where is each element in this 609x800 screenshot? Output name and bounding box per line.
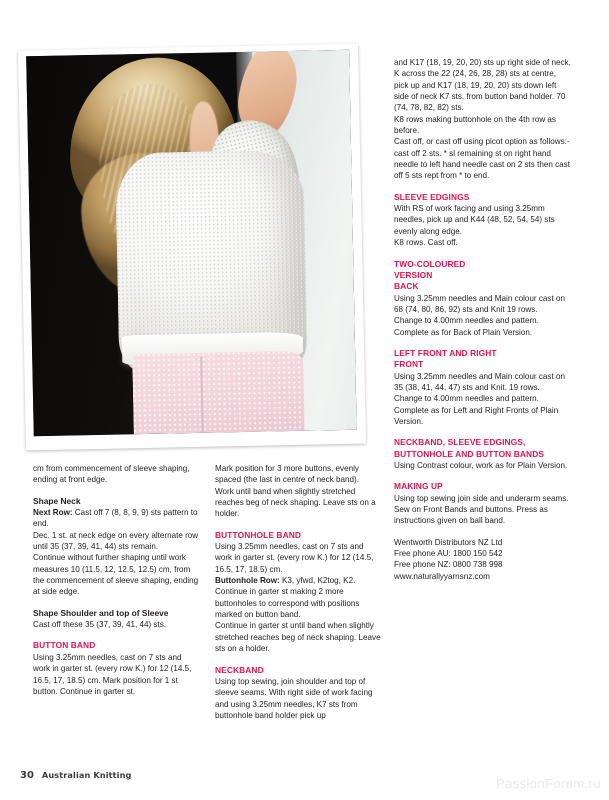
section-heading-continued: FRONT <box>394 359 424 370</box>
instruction-paragraph: With RS of work facing and using 3.25mm needles, pick up and K44 (48, 52, 54, 54) sts evenly along edge. <box>394 204 555 236</box>
section-heading: BUTTON BAND <box>33 640 96 651</box>
watermark: PassionForum.ru <box>496 776 601 791</box>
instruction-paragraph: Using top sewing join side and underarm seams. Sew on Front Bands and buttons. Press as instructions given on ball band. <box>394 493 569 526</box>
photo-pink-skirt <box>132 351 305 436</box>
instruction-paragraph: Change to 4.00mm needles and pattern. <box>394 316 539 326</box>
section-heading: BUTTONHOLE BAND <box>215 529 302 540</box>
section-heading-continued: BACK <box>394 281 419 292</box>
instruction-paragraph: and K17 (18, 19, 20, 20) sts up right side of neck, K across the 22 (24, 26, 28, 28) sts at centre, pick up and K17 (18, 19, 20, 20) sts down left side of neck K7 sts. from button band holder. 70 (74, 78, 82, 82) sts. <box>394 58 571 113</box>
instruction-paragraph: Wentworth Distributors NZ Ltd <box>394 537 503 547</box>
inline-row-label: Next Row: <box>33 508 73 518</box>
folio-page-number: 30 <box>20 770 34 781</box>
page-footer <box>20 770 131 781</box>
instruction-paragraph: Buttonhole Row: K3, yfwd, K2tog, K2. <box>215 576 356 586</box>
section-heading: NECKBAND, SLEEVE EDGINGS, <box>394 437 526 448</box>
subsection-heading: Shape Neck <box>33 495 81 506</box>
paragraph-spacer <box>215 520 382 530</box>
paragraph-spacer <box>394 527 572 537</box>
instruction-paragraph: Using 3.25mm needles and Main colour cast on 68 (74, 80, 86, 92) sts and Knit 19 rows. <box>394 293 565 314</box>
photo-frame <box>18 44 366 451</box>
instruction-paragraph: Free phone AU: 1800 150 542 <box>394 549 503 559</box>
instruction-paragraph: Using 3.25mm needles, cast on 7 sts and work in garter st. (every row K.) for 12 (14.5, 16.5, 17, 18.5) cm. Mark position for 1 st button. Continue in garter st. <box>33 652 192 696</box>
instruction-paragraph: Continue without further shaping until work measures 10 (11.5, 12, 12.5, 12.5) cm, from the commencement of sleeve shaping, ending at side edge. <box>33 553 199 597</box>
instruction-paragraph: Cast off these 35 (37, 39, 41, 44) sts. <box>33 620 167 630</box>
instruction-paragraph: Complete as for Left and Right Fronts of Plain Version. <box>394 405 559 426</box>
instruction-paragraph: K8 rows making buttonhole on the 4th row as before. <box>394 114 556 136</box>
section-heading-continued: BUTTONHOLE AND BUTTON BANDS <box>394 448 545 459</box>
instruction-paragraph: Cast off, or cast off using picot option as follows:- cast off 2 sts. * sl remaining st on right hand needle to left hand needle cast on 2 sts then cast off 5 sts rept from * to end. <box>394 137 570 181</box>
instruction-paragraph: Using 3.25mm needles, cast on 7 sts and work in garter st. (every row K.) for 12 (14.5, 16.5, 17, 18.5) cm. <box>215 542 374 574</box>
paragraph-spacer <box>394 182 572 192</box>
text-column-left <box>33 463 199 697</box>
subsection-heading: Shape Shoulder and top of Sleeve <box>33 607 169 618</box>
instruction-paragraph: Free phone NZ: 0800 738 998 <box>394 560 503 570</box>
paragraph-spacer <box>215 655 382 665</box>
instruction-paragraph: cm from commencement of sleeve shaping, ending at front edge. <box>33 464 190 485</box>
instruction-paragraph: Complete as for Back of Plain Version. <box>394 327 533 337</box>
instruction-paragraph: Work until band when slightly stretched reaches beg of neck shaping. Leave sts on a holder. <box>215 486 376 519</box>
text-column-right <box>394 57 572 582</box>
section-heading: NECKBAND <box>215 664 264 675</box>
pattern-photo <box>22 47 370 457</box>
paragraph-spacer <box>33 486 199 496</box>
photo-image <box>26 50 357 436</box>
instruction-paragraph: Next Row: Cast off 7 (8, 8, 9, 9) sts pattern to end. <box>33 508 198 529</box>
instruction-paragraph: Change to 4.00mm needles and pattern. <box>394 394 539 404</box>
paragraph-spacer <box>394 471 572 481</box>
instruction-paragraph: www.naturallyyarnsnz.com <box>394 571 490 581</box>
instruction-paragraph: Continue in garter st until band when slightly stretched reaches beg of neck shaping. Leave sts on a holder. <box>215 621 381 654</box>
paragraph-spacer <box>394 427 572 437</box>
text-column-middle <box>215 463 382 721</box>
instruction-paragraph: Using top sewing, join shoulder and top of sleeve seams. With right side of work facing and using 3.25mm needles, K7 sts from buttonhole band holder pick up <box>215 676 373 720</box>
section-heading: LEFT FRONT AND RIGHT <box>394 347 497 358</box>
instruction-paragraph: Continue in garter st making 2 more buttonholes to correspond with positions marked on button band. <box>215 587 360 620</box>
inline-row-label: Buttonhole Row: <box>215 576 280 586</box>
section-heading: SLEEVE EDGINGS <box>394 191 470 202</box>
section-heading-continued: VERSION <box>394 269 433 280</box>
instruction-paragraph: Mark position for 3 more buttons, evenly spaced (the last in centre of neck band). <box>215 464 359 485</box>
folio-publication-title: Australian Knitting <box>41 770 132 780</box>
instruction-paragraph: K8 rows. Cast off. <box>394 238 458 248</box>
instruction-paragraph: Using 3.25mm needles and Main colour cast on 35 (38, 41, 44, 47) sts and Knit. 19 rows. <box>394 371 565 392</box>
section-heading: MAKING UP <box>394 481 443 492</box>
paragraph-spacer <box>394 338 572 348</box>
paragraph-spacer <box>33 598 199 608</box>
section-heading: TWO-COLOURED <box>394 258 466 269</box>
instruction-paragraph: Dec. 1 st. at neck edge on every alternate row until 35 (37, 39, 41, 44) sts remain. <box>33 530 199 552</box>
instruction-paragraph: Using Contrast colour, work as for Plain Version. <box>394 461 568 470</box>
paragraph-spacer <box>33 630 199 640</box>
paragraph-spacer <box>394 249 572 259</box>
